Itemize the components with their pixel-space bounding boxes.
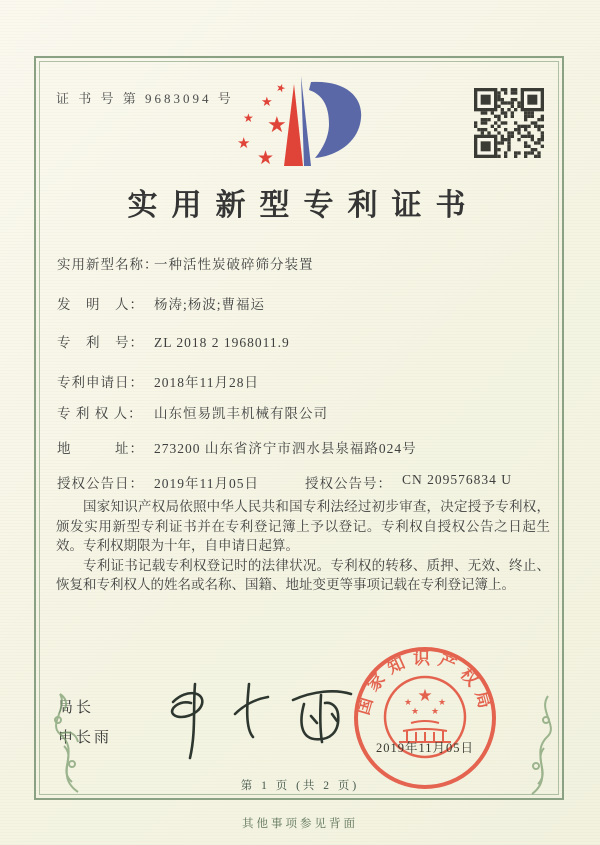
field-value: 2018年11月28日 [154,375,259,390]
svg-text:★: ★ [403,697,413,707]
field-label: 授权公告号： [305,476,392,491]
field-label: 实用新型名称： [57,257,159,272]
cnipa-logo-icon [231,70,371,172]
field-value: ZL 2018 2 1968011.9 [154,335,290,350]
svg-text:★: ★ [261,94,273,109]
official-seal [351,644,499,792]
director-signature [143,670,375,766]
svg-text:★: ★ [437,697,447,707]
field-patent-number [57,331,557,351]
svg-text:★: ★ [430,706,440,716]
svg-text:国家知识产权局 [353,649,496,717]
director-name: 申长雨 [58,730,113,746]
svg-text:★: ★ [257,148,275,169]
svg-text:★: ★ [410,706,420,716]
certificate-body [56,497,550,595]
field-filing-date [57,371,557,391]
field-value: 山东恒易凯丰机械有限公司 [154,406,328,421]
svg-text:★: ★ [267,112,287,137]
field-label: 专 利 权 人： [57,406,143,421]
svg-text:★: ★ [237,136,251,152]
field-value: CN 209576834 U [402,472,513,487]
field-label: 地 址： [57,441,144,456]
field-utility-model-name [57,253,557,273]
certificate-number: 证 书 号 第 9683094 号 [56,91,234,106]
field-label: 授权公告日： [57,476,144,491]
director-block [58,696,112,756]
seal-date: 2019年11月05日 [375,741,475,755]
seal-text: 国家知识产权局 [353,648,497,718]
director-role: 局长 [58,700,95,716]
svg-text:★: ★ [417,686,433,705]
field-value: 2019年11月05日 [154,476,259,491]
field-value: 杨涛;杨波;曹福运 [154,297,266,312]
field-value: 273200 山东省济宁市泗水县泉福路024号 [154,441,417,456]
back-side-note: 其他事项参见背面 [242,818,358,830]
svg-text:★: ★ [274,81,288,96]
body-paragraph-2: 专利证书记载专利权登记时的法律状况。专利权的转移、质押、无效、终止、恢复和专利权人的姓名或名称、国籍、地址变更等事项记载在专利登记簿上。 [56,557,550,592]
field-grant-info [57,472,557,492]
body-paragraph-1: 国家知识产权局依照中华人民共和国专利法经过初步审查，决定授予专利权，颁发实用新型专利证书并在专利登记簿上予以登记。专利权自授权公告之日起生效。专利权期限为十年，自申请日起算。 [56,499,550,553]
field-patentee [57,402,557,422]
field-address [57,437,557,457]
qr-code [474,88,544,158]
field-label: 专 利 号： [57,335,144,350]
certificate-title: 实用新型专利证书 [127,189,480,222]
svg-text:★: ★ [243,111,254,125]
field-label: 专利申请日： [57,375,144,390]
field-value: 一种活性炭破碎筛分装置 [154,257,314,272]
field-inventors [57,293,557,313]
page-number: 第 1 页 (共 2 页) [240,780,360,792]
field-label: 发 明 人： [57,297,144,312]
